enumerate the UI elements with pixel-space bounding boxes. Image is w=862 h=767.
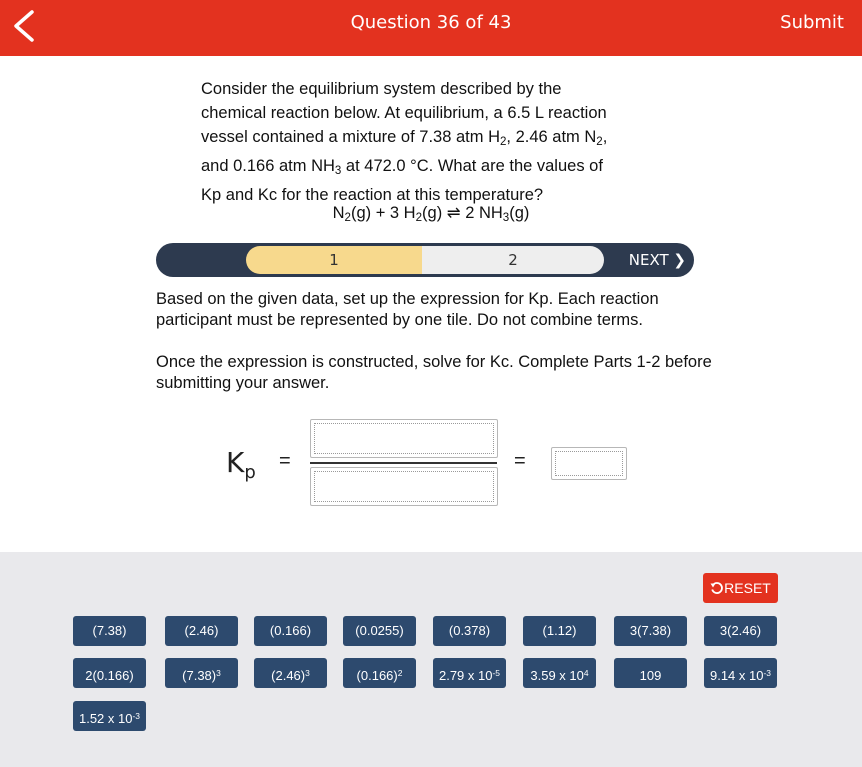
numerator-drop-zone[interactable]: [310, 419, 498, 458]
denominator-drop-zone[interactable]: [310, 467, 498, 506]
question-line: Kp and Kc for the reaction at this temperature?: [201, 185, 544, 204]
reset-icon: [710, 581, 724, 595]
reset-button[interactable]: RESET: [703, 573, 778, 603]
answer-tile[interactable]: (1.12): [523, 616, 596, 646]
top-bar: [0, 0, 862, 56]
question-line: and 0.166 atm $NH_3$ at 472.0 °C. What are the values of: [201, 156, 603, 177]
step-1-tab[interactable]: 1: [246, 246, 422, 274]
instruction-part2: Once the expression is constructed, solve for Kc. Complete Parts 1-2 before submitting your answer.: [156, 353, 712, 392]
step-2-tab[interactable]: 2: [422, 246, 604, 274]
answer-tile[interactable]: $(7.38)^3$: [165, 658, 238, 688]
question-line: chemical reaction below. At equilibrium, a 6.5 L reaction: [201, 104, 607, 122]
question-text: [201, 77, 641, 207]
question-counter: Question 36 of 43: [350, 12, 512, 33]
equals-sign: =: [279, 450, 291, 472]
kp-label: $K_p$: [226, 446, 256, 483]
answer-tile[interactable]: 1.52 x $10^{-3}$: [73, 701, 146, 731]
answer-tile[interactable]: (0.0255): [343, 616, 416, 646]
answer-drop-zone[interactable]: [551, 447, 627, 480]
answer-tile[interactable]: (7.38): [73, 616, 146, 646]
answer-tile[interactable]: 3.59 x $10^4$: [523, 658, 596, 688]
answer-tile[interactable]: $(2.46)^3$: [254, 658, 327, 688]
equals-sign: =: [514, 450, 526, 472]
step-progress-bar: [156, 243, 694, 277]
submit-button[interactable]: Submit: [780, 12, 844, 33]
answer-tile[interactable]: 2(0.166): [73, 658, 146, 688]
instruction-part1: Based on the given data, set up the expression for Kp. Each reaction participant must be represented by one tile. Do not combine terms.: [156, 290, 659, 329]
answer-tile[interactable]: (0.378): [433, 616, 506, 646]
answer-tile[interactable]: 3(2.46): [704, 616, 777, 646]
answer-tile[interactable]: 9.14 x $10^{-3}$: [704, 658, 777, 688]
reaction-equation: $N_2(g) + 3$ $H_2(g)$ ⇌ 2 $NH_3(g)$: [332, 204, 530, 224]
answer-tile[interactable]: (2.46): [165, 616, 238, 646]
question-line: vessel contained a mixture of 7.38 atm $H_2$, 2.46 atm $N_2$,: [201, 128, 608, 148]
answer-tile[interactable]: 2.79 x $10^{-5}$: [433, 658, 506, 688]
answer-tile[interactable]: (0.166): [254, 616, 327, 646]
fraction-bar: [310, 462, 497, 464]
next-button[interactable]: NEXT ❯: [628, 251, 686, 269]
answer-tile[interactable]: $(0.166)^2$: [343, 658, 416, 688]
answer-tile[interactable]: 109: [614, 658, 687, 688]
question-line: Consider the equilibrium system described by the: [201, 80, 562, 98]
answer-tile[interactable]: 3(7.38): [614, 616, 687, 646]
